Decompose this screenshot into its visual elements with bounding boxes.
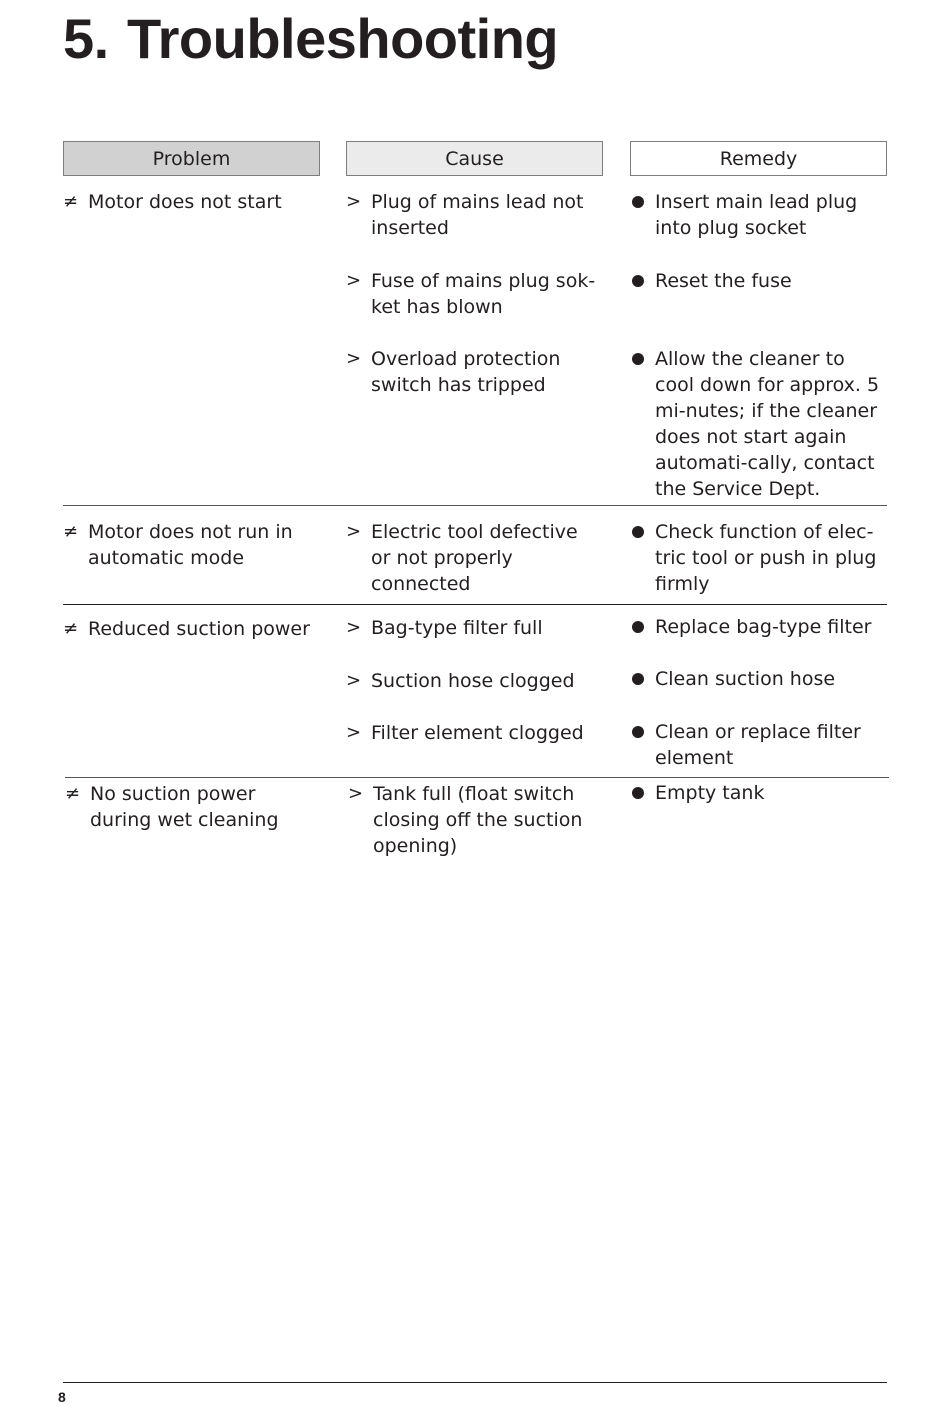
remedy-text: Clean or replace filter element	[655, 721, 861, 769]
cause-item	[346, 519, 601, 597]
remedy-item	[630, 189, 885, 241]
cause-text: Fuse of mains plug sok-ket has blown	[371, 270, 596, 318]
remedy-item	[630, 666, 885, 692]
arrow-icon: >	[346, 617, 362, 638]
remedy-item	[630, 719, 885, 771]
remedy-text: Clean suction hose	[655, 668, 836, 690]
row-divider	[63, 505, 887, 506]
problem-text: No suction power during wet cleaning	[90, 783, 279, 831]
remedy-text: Empty tank	[655, 782, 765, 804]
cause-text: Suction hose clogged	[371, 670, 575, 692]
remedy-item	[630, 780, 885, 806]
bullet-icon	[632, 621, 644, 633]
cause-text: Overload protection switch has tripped	[371, 348, 561, 396]
bullet-icon	[632, 787, 644, 799]
arrow-icon: >	[346, 348, 362, 369]
bullet-icon	[632, 726, 644, 738]
remedy-text: Insert main lead plug into plug socket	[655, 191, 858, 239]
arrow-icon: >	[346, 270, 362, 291]
remedy-text: Reset the fuse	[655, 270, 792, 292]
problem-text: Motor does not run in automatic mode	[88, 521, 293, 569]
problem-text: Reduced suction power	[88, 618, 310, 640]
arrow-icon: >	[346, 670, 362, 691]
not-equal-icon: ≠	[63, 521, 79, 542]
remedy-item	[630, 519, 885, 597]
remedy-text: Replace bag-type filter	[655, 616, 872, 638]
header-problem: Problem	[63, 141, 320, 176]
header-remedy: Remedy	[630, 141, 887, 176]
cause-item	[346, 720, 601, 746]
problem-reduced-suction	[63, 616, 313, 642]
section-title: Troubleshooting	[127, 7, 559, 70]
section-number: 5.	[63, 7, 109, 70]
problem-motor-does-not-start	[63, 189, 313, 215]
row-divider	[63, 604, 887, 605]
arrow-icon: >	[346, 521, 362, 542]
footer-divider	[63, 1382, 887, 1383]
arrow-icon: >	[346, 722, 362, 743]
bullet-icon	[632, 673, 644, 685]
problem-text: Motor does not start	[88, 191, 282, 213]
remedy-text: Check function of elec-tric tool or push in plug firmly	[655, 521, 877, 595]
arrow-icon: >	[348, 783, 364, 804]
cause-text: Filter element clogged	[371, 722, 584, 744]
remedy-item	[630, 268, 885, 294]
remedy-item	[630, 346, 885, 502]
page-title	[63, 4, 558, 74]
page-number: 8	[58, 1389, 66, 1405]
cause-text: Bag-type filter full	[371, 617, 543, 639]
not-equal-icon: ≠	[63, 618, 79, 639]
cause-item	[346, 346, 601, 398]
not-equal-icon: ≠	[63, 191, 79, 212]
cause-item	[346, 189, 601, 241]
bullet-icon	[632, 196, 644, 208]
bullet-icon	[632, 353, 644, 365]
row-divider	[65, 777, 889, 778]
problem-no-suction-wet	[65, 781, 315, 833]
cause-item	[346, 268, 601, 320]
cause-item	[346, 615, 601, 641]
cause-item	[348, 781, 603, 859]
cause-item	[346, 668, 601, 694]
cause-text: Tank full (float switch closing off the suction opening)	[373, 783, 583, 857]
remedy-text: Allow the cleaner to cool down for approx. 5 mi-nutes; if the cleaner does not start again automati-cally, contact the Service Dept.	[655, 348, 880, 500]
cause-text: Plug of mains lead not inserted	[371, 191, 584, 239]
remedy-item	[630, 614, 885, 640]
bullet-icon	[632, 275, 644, 287]
cause-text: Electric tool defective or not properly connected	[371, 521, 578, 595]
header-cause: Cause	[346, 141, 603, 176]
not-equal-icon: ≠	[65, 783, 81, 804]
bullet-icon	[632, 526, 644, 538]
problem-motor-automatic-mode	[63, 519, 313, 571]
arrow-icon: >	[346, 191, 362, 212]
